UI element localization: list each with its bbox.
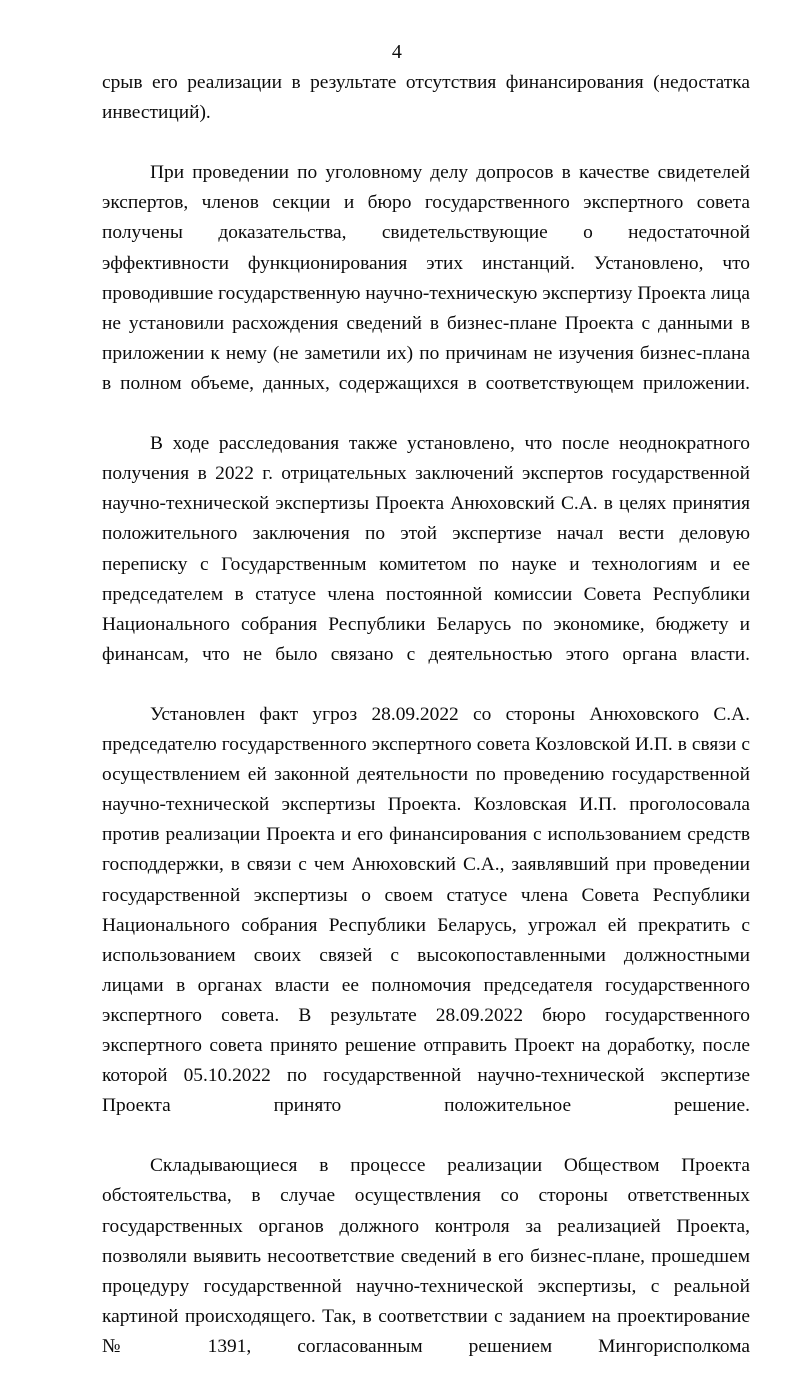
paragraph: Складывающиеся в процессе реализации Обществом Проекта обстоятельства, в случае осуществления со стороны ответственных государственных органов должного контроля за реализацией Проекта, позволяли выявить несоответствие сведений в его бизнес-плане, прошедшем процедуру государственной научно-технической экспертизы, с реальной картиной происходящего. Так, в соответствии с заданием на проектирование № 1391, согласованным решением Мингорисполкома	[102, 1155, 750, 1357]
paragraph: В ходе расследования также установлено, что после неоднократного получения в 2022 г. отрицательных заключений экспертов государственной научно-технической экспертизы Проекта Анюховский С.А. в целях принятия положительного заключения по этой экспертизе начал вести деловую переписку с Государственным комитетом по науке и технологиям и ее председателем в статусе члена постоянной комиссии Совета Республики Национального собрания Республики Беларусь по экономике, бюджету и финансам, что не было связано с деятельностью этого органа власти.	[102, 433, 750, 665]
paragraph: срыв его реализации в результате отсутствия финансирования (недостатка инвестиций).	[102, 72, 750, 124]
paragraph: Установлен факт угроз 28.09.2022 со стороны Анюховского С.А. председателю государственного экспертного совета Козловской И.П. в связи с осуществлением ей законной деятельности по проведению государственной научно-технической экспертизы Проекта. Козловская И.П. проголосовала против реализации Проекта и его финансирования с использованием средств господдержки, в связи с чем Анюховский С.А., заявлявший при проведении государственной экспертизы о своем статусе члена Совета Республики Национального собрания Республики Беларусь, угрожал ей прекратить с использованием своих связей с высокопоставленными должностными лицами в органах власти ее полномочия председателя государственного экспертного совета. В результате 28.09.2022 бюро государственного экспертного совета принято решение отправить Проект на доработку, после которой 05.10.2022 по государственной научно-технической экспертизе Проекта принято положительное решение.	[102, 703, 750, 1117]
paragraph: При проведении по уголовному делу допросов в качестве свидетелей экспертов, членов секции и бюро государственного экспертного совета получены доказательства, свидетельствующие о недостаточной эффективности функционирования этих инстанций. Установлено, что проводившие государственную научно-техническую экспертизу Проекта лица не установили расхождения сведений в бизнес-плане Проекта с данными в приложении к нему (не заметили их) по причинам не изучения бизнес-плана в полном объеме, данных, содержащихся в соответствующем приложении.	[102, 162, 750, 394]
document-body	[102, 68, 750, 1392]
page-number: 4	[391, 41, 403, 63]
